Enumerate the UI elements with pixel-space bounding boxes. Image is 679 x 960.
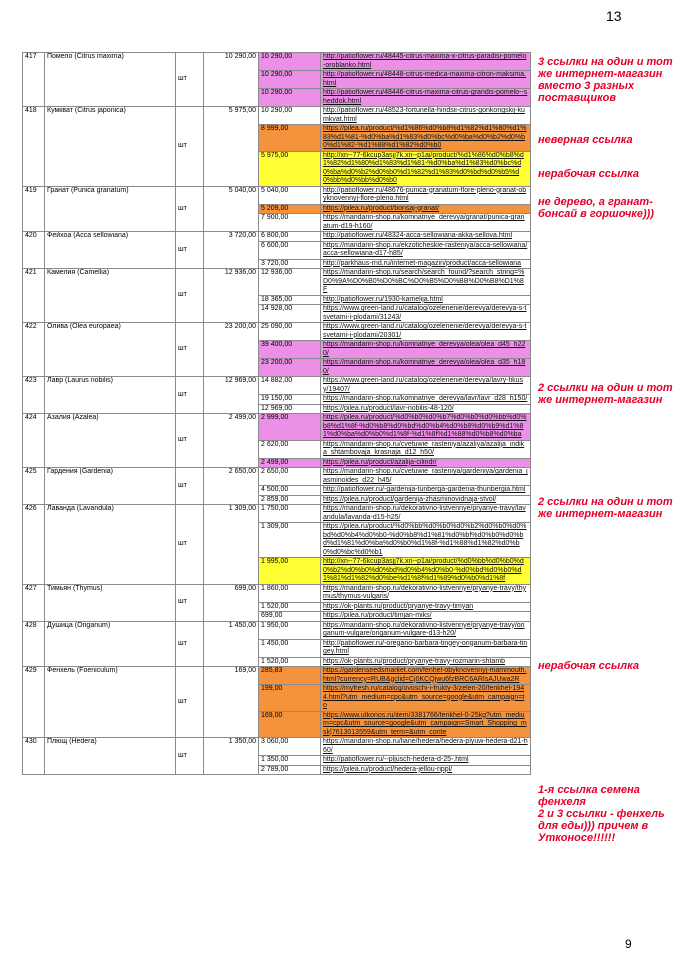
supplier-link[interactable]: https://pilea.ru/product/%d1%86%d0%b8%d1%82%d1%80%d1%83%d1%81-%d0%ba%d1%83%d0%bc%d0%ba%d0%b2%d0%b0%d1%82-%d1%88%d1%82%d0%b0 bbox=[321, 125, 531, 152]
note-417: 3 ссылки на один и тот же интернет-магазин вместо 3 разных поставщиков bbox=[538, 56, 673, 104]
supplier-link[interactable]: http://patioflower.ru/48676-punica-granatum-flore-pleno-granat-obyknovennyj-flore-pleno.html bbox=[321, 186, 531, 204]
supplier-price: 10 290,00 bbox=[259, 107, 321, 125]
supplier-price: 14 928,00 bbox=[259, 305, 321, 323]
item-unit: шт bbox=[176, 505, 204, 585]
supplier-link[interactable]: https://mandarin-shop.ru/dekorativno-listvennye/pryanye-travy/thymus/thymus-vulgaris/ bbox=[321, 584, 531, 602]
note-418-broken-link: нерабочая ссылка bbox=[538, 168, 639, 180]
page-number-top: 13 bbox=[606, 8, 622, 24]
supplier-link[interactable]: https://myfresh.ru/catalog/ovoschi-i-frukty-3/zelen-20/fenkhel-1944.html?utm_medium=cpc&utm_source=google&utm_campaign=to bbox=[321, 685, 531, 712]
supplier-price: 169,00 bbox=[259, 711, 321, 738]
item-number: 425 bbox=[23, 468, 45, 505]
supplier-price: 1 520,00 bbox=[259, 602, 321, 612]
item-min-price: 3 720,00 bbox=[204, 232, 259, 269]
supplier-price: 10 290,00 bbox=[259, 89, 321, 107]
item-name: Кумкват (Citrus japonica) bbox=[45, 107, 176, 187]
supplier-price: 1 450,00 bbox=[259, 639, 321, 657]
supplier-price: 1 995,00 bbox=[259, 558, 321, 585]
item-name: Фенхель (Foeniculum) bbox=[45, 667, 176, 738]
note-418-wrong-link: неверная ссылка bbox=[538, 134, 633, 146]
supplier-price: 6 800,00 bbox=[259, 232, 321, 242]
item-number: 421 bbox=[23, 269, 45, 323]
supplier-price: 5 040,00 bbox=[259, 186, 321, 204]
supplier-price: 1 950,00 bbox=[259, 621, 321, 639]
supplier-link[interactable]: https://mandarin-shop.ru/komnatnye_derevya/granat/punica-granatum-d19-h160/ bbox=[321, 214, 531, 232]
item-number: 424 bbox=[23, 414, 45, 468]
supplier-price: 1 860,00 bbox=[259, 584, 321, 602]
supplier-link[interactable]: https://mandarin-shop.ru/komnatnye_derevya/olea/olea_d45_h220/ bbox=[321, 341, 531, 359]
item-min-price: 12 936,00 bbox=[204, 269, 259, 323]
item-number: 423 bbox=[23, 377, 45, 414]
table-row bbox=[23, 323, 531, 341]
supplier-link[interactable]: http://xn--77-6kcup3asjj7k.xn--p1ai/product/%d0%bb%d0%b0%d0%b2%d0%b0%d0%bd%d0%b4%d0%b0-%d0%bd%d0%b0%d1%81%d1%82%d0%be%d1%8f%d1%89%d0%b0%d1%8f bbox=[321, 558, 531, 585]
supplier-price: 285,83 bbox=[259, 667, 321, 685]
supplier-price: 2 499,00 bbox=[259, 458, 321, 468]
supplier-link[interactable]: http://patioflower.ru/48324-acca-sellowiana-akka-sellova.html bbox=[321, 232, 531, 242]
note-422: 2 ссылки на один и тот же интернет-магазин bbox=[538, 382, 673, 406]
supplier-price: 3 720,00 bbox=[259, 259, 321, 269]
supplier-price: 5 209,00 bbox=[259, 204, 321, 214]
supplier-link[interactable]: https://mandarin-shop.ru/cvetuwie_rasteniya/gardeniya/gardenia_jasminoides_d22_h45/ bbox=[321, 468, 531, 486]
table-row bbox=[23, 738, 531, 756]
item-unit: шт bbox=[176, 377, 204, 414]
item-name: Лаванда (Lavandula) bbox=[45, 505, 176, 585]
supplier-link[interactable]: http://patioflower.ru/48448-citrus-medica-maxima-citron-maksima.html bbox=[321, 71, 531, 89]
item-min-price: 1 309,00 bbox=[204, 505, 259, 585]
supplier-link[interactable]: https://www.green-land.ru/catalog/ozelenenie/derevya/lavry-fikusy/19407/ bbox=[321, 377, 531, 395]
supplier-price: 4 500,00 bbox=[259, 486, 321, 496]
supplier-link[interactable]: https://pilea.ru/product/hedera-jellou-rippl/ bbox=[321, 765, 531, 775]
supplier-price: 2 789,00 bbox=[259, 765, 321, 775]
item-min-price: 1 350,00 bbox=[204, 738, 259, 775]
supplier-link[interactable]: https://ok-plants.ru/product/pryanye-travy-timyan bbox=[321, 602, 531, 612]
supplier-price: 2 999,00 bbox=[259, 414, 321, 441]
supplier-link[interactable]: https://www.green-land.ru/catalog/ozelenenie/derevya/derevya-s-tsvetami-i-plodami/20301/ bbox=[321, 323, 531, 341]
item-min-price: 23 200,00 bbox=[204, 323, 259, 377]
supplier-price: 3 060,00 bbox=[259, 738, 321, 756]
supplier-link[interactable]: https://pilea.ru/product/bonsaj-granat/ bbox=[321, 204, 531, 214]
item-name: Олива (Olea europaea) bbox=[45, 323, 176, 377]
supplier-link[interactable]: https://pilea.ru/product/gardenija-zhasminovidnaja-stvol/ bbox=[321, 495, 531, 505]
item-unit: шт bbox=[176, 621, 204, 667]
item-min-price: 699,00 bbox=[204, 584, 259, 621]
supplier-price: 39 400,00 bbox=[259, 341, 321, 359]
supplier-price: 6 600,00 bbox=[259, 241, 321, 259]
supplier-price: 5 975,00 bbox=[259, 151, 321, 186]
item-name: Фейхоа (Acca sellowiana) bbox=[45, 232, 176, 269]
item-unit: шт bbox=[176, 107, 204, 187]
supplier-price: 2 620,00 bbox=[259, 440, 321, 458]
supplier-link[interactable]: https://pilea.ru/product/timjan-miks/ bbox=[321, 612, 531, 622]
item-min-price: 5 975,00 bbox=[204, 107, 259, 187]
item-number: 430 bbox=[23, 738, 45, 775]
supplier-link[interactable]: https://pilea.ru/product/%d0%bb%d0%b0%d0%b2%d0%b0%d0%bd%d0%b4%d0%b0-%d0%b8%d1%81%d0%bf%d0%b0%d0%bd%d1%81%d0%ba%d0%b0%d1%8f-%d1%88%d1%82%d0%b0%d0%bc%d0%b1 bbox=[321, 523, 531, 558]
supplier-price: 10 290,00 bbox=[259, 53, 321, 71]
supplier-price: 1 520,00 bbox=[259, 657, 321, 667]
item-unit: шт bbox=[176, 53, 204, 107]
supplier-link[interactable]: https://pilea.ru/product/%d0%b0%d0%b7%d0%b0%d0%bb%d0%b8%d1%8f-%d0%b8%d0%bd%d0%b4%d0%b8%d0%b9%d1%81%d0%ba%d0%b0%d1%8f-%d1%8f%d1%88%d0%b8%d0%ba bbox=[321, 414, 531, 441]
supplier-link[interactable]: https://mandarin-shop.ru/search/search_found/?search_string=%D0%9A%D0%B0%D0%BC%D0%B5%D0%BB%D0%B8%D1%8F bbox=[321, 269, 531, 296]
item-min-price: 169,00 bbox=[204, 667, 259, 738]
supplier-price: 699,00 bbox=[259, 612, 321, 622]
item-name: Гардения (Gardenia) bbox=[45, 468, 176, 505]
item-number: 426 bbox=[23, 505, 45, 585]
supplier-link[interactable]: https://gardenseedsmarket.com/fenhel-obyknovennyj-mammouth.html?currency=RUB&gclid=Cj0KCQjwu6fzBRC6ARIsAJUwa2R bbox=[321, 667, 531, 685]
item-number: 429 bbox=[23, 667, 45, 738]
note-426-broken-link: нерабочая ссылка bbox=[538, 660, 639, 672]
supplier-price: 19 150,00 bbox=[259, 395, 321, 405]
supplier-link[interactable]: http://patioflower.ru/1930-kamelija.html bbox=[321, 295, 531, 305]
table-row bbox=[23, 232, 531, 242]
supplier-link[interactable]: https://www.utkonos.ru/item/3381766/fenkhel-0-25kg?utm_medium=cpc&utm_source=google&utm_campaign=Smart_Shopping_msk|7613013559&utm_term=&utm_conte bbox=[321, 711, 531, 738]
item-name: Плющ (Hedera) bbox=[45, 738, 176, 775]
supplier-price: 199,00 bbox=[259, 685, 321, 712]
item-number: 422 bbox=[23, 323, 45, 377]
supplier-link[interactable]: http://patioflower.ru/-gardenija-tunbergа-gardenia-thunbergia.html bbox=[321, 486, 531, 496]
note-429: 1-я ссылка семена фенхеля 2 и 3 ссылки - фенхель для еды))) причем в Утконосе!!!!!! bbox=[538, 784, 665, 844]
supplier-price: 10 290,00 bbox=[259, 71, 321, 89]
supplier-link[interactable]: https://mandarin-shop.ru/dekorativno-listvennye/pryanye-travy/origanum-vulgare/origanum-vulgare-d13-h20/ bbox=[321, 621, 531, 639]
supplier-link[interactable]: https://mandarin-shop.ru/komnatnye_derevya/olea/olea_d35_h180/ bbox=[321, 359, 531, 377]
supplier-link[interactable]: https://mandarin-shop.ru/dekorativno-listvennye/pryanye-travy/lavandula/lavanda-d15-h25/ bbox=[321, 505, 531, 523]
supplier-link[interactable]: https://mandarin-shop.ru/komnatnye_derevya/lavr/lavr_d28_h150/ bbox=[321, 395, 531, 405]
item-number: 420 bbox=[23, 232, 45, 269]
supplier-link[interactable]: https://mandarin-shop.ru/cvetuwie_rasteniya/azaliya/azalija_indika_shtambovaja_krasnaja_d12_h50/ bbox=[321, 440, 531, 458]
table-row bbox=[23, 186, 531, 204]
table-row bbox=[23, 107, 531, 125]
supplier-link[interactable]: https://mandarin-shop.ru/ekzoticheskie-rasteniya/acca-sellowiana/acca-sellowiana-d17-h85/ bbox=[321, 241, 531, 259]
supplier-link[interactable]: https://mandarin-shop.ru/liane/hedera/hedera-plyuw-hedera-d21-h60/ bbox=[321, 738, 531, 756]
item-name: Камелия (Camellia) bbox=[45, 269, 176, 323]
item-unit: шт bbox=[176, 738, 204, 775]
supplier-price: 8 999,00 bbox=[259, 125, 321, 152]
item-unit: шт bbox=[176, 232, 204, 269]
item-unit: шт bbox=[176, 468, 204, 505]
supplier-price: 2 859,00 bbox=[259, 495, 321, 505]
note-419: не дерево, а гранат-бонсай в горшочке))) bbox=[538, 196, 654, 220]
supplier-price: 14 882,00 bbox=[259, 377, 321, 395]
table-row bbox=[23, 505, 531, 523]
supplier-link[interactable]: http://parkhaus-rnd.ru/internet-magazin/product/acca-sellowiana bbox=[321, 259, 531, 269]
item-number: 427 bbox=[23, 584, 45, 621]
item-number: 417 bbox=[23, 53, 45, 107]
supplier-price: 1 350,00 bbox=[259, 756, 321, 766]
item-min-price: 10 290,00 bbox=[204, 53, 259, 107]
item-name: Азалия (Azalea) bbox=[45, 414, 176, 468]
table-row bbox=[23, 414, 531, 441]
note-424: 2 ссылки на один и тот же интернет-магазин bbox=[538, 496, 673, 520]
supplier-link[interactable]: http://patioflower.ru/--pljusch-hedera-d-25-.html bbox=[321, 756, 531, 766]
item-unit: шт bbox=[176, 584, 204, 621]
table-row bbox=[23, 667, 531, 685]
table-row bbox=[23, 468, 531, 486]
supplier-link[interactable]: https://ok-plants.ru/product/pryanye-travy-rozmarin-shtamb bbox=[321, 657, 531, 667]
supplier-price: 25 090,00 bbox=[259, 323, 321, 341]
table-row bbox=[23, 53, 531, 71]
supplier-price: 7 900,00 bbox=[259, 214, 321, 232]
supplier-link[interactable]: http://patioflower.ru/48523-fortunella-hindsii-citrus-gonkongskij-kumkvat.html bbox=[321, 107, 531, 125]
table-row bbox=[23, 377, 531, 395]
supplier-link[interactable]: http://xn--77-6kcup3asjj7k.xn--p1ai/product/%d1%86%d0%b8%d1%82%d1%80%d1%83%d1%81-%d0%ba%d1%83%d0%bc%d0%ba%d0%b2%d0%b0%d1%82%d1%83%d0%bd%d0%b5%d0%bb%d0%bb%d0%b0 bbox=[321, 151, 531, 186]
item-min-price: 2 650,00 bbox=[204, 468, 259, 505]
item-number: 418 bbox=[23, 107, 45, 187]
supplier-price: 12 969,00 bbox=[259, 404, 321, 414]
item-number: 428 bbox=[23, 621, 45, 667]
item-name: Гранат (Punica granatum) bbox=[45, 186, 176, 232]
item-number: 419 bbox=[23, 186, 45, 232]
item-unit: шт bbox=[176, 269, 204, 323]
page-number-bottom: 9 bbox=[625, 937, 632, 951]
item-unit: шт bbox=[176, 414, 204, 468]
supplier-link[interactable]: http://patioflower.ru/48445-citrus-maxima-x-citrus-paradisi-pomelo-oroblanko.html bbox=[321, 53, 531, 71]
table-row bbox=[23, 621, 531, 639]
supplier-price: 2 650,00 bbox=[259, 468, 321, 486]
supplier-link[interactable]: https://pilea.ru/product/lavr-nobilis-48-120/ bbox=[321, 404, 531, 414]
item-name: Помело (Citrus maxima) bbox=[45, 53, 176, 107]
item-min-price: 5 040,00 bbox=[204, 186, 259, 232]
supplier-price: 1 750,00 bbox=[259, 505, 321, 523]
item-min-price: 12 969,00 bbox=[204, 377, 259, 414]
table-row bbox=[23, 584, 531, 602]
item-unit: шт bbox=[176, 667, 204, 738]
supplier-link[interactable]: http://patioflower.ru/48446-citrus-maxima-citrus-grandis-pomelo--sheddok.html bbox=[321, 89, 531, 107]
item-min-price: 1 450,00 bbox=[204, 621, 259, 667]
item-unit: шт bbox=[176, 186, 204, 232]
item-name: Душица (Origanum) bbox=[45, 621, 176, 667]
table-row bbox=[23, 269, 531, 296]
item-name: Тимьян (Thymus) bbox=[45, 584, 176, 621]
supplier-price: 1 309,00 bbox=[259, 523, 321, 558]
supplier-link[interactable]: https://pilea.ru/product/azalija-cilindr/ bbox=[321, 458, 531, 468]
price-table bbox=[22, 52, 531, 775]
supplier-link[interactable]: https://www.green-land.ru/catalog/ozelenenie/derevya/derevya-s-tsvetami-i-plodami/31243/ bbox=[321, 305, 531, 323]
item-unit: шт bbox=[176, 323, 204, 377]
item-name: Лавр (Laurus nobilis) bbox=[45, 377, 176, 414]
supplier-price: 12 936,00 bbox=[259, 269, 321, 296]
supplier-price: 18 365,00 bbox=[259, 295, 321, 305]
supplier-link[interactable]: http://patioflower.ru/-oregano-barbara-tingey-origanum-barbara-tingey.html bbox=[321, 639, 531, 657]
item-min-price: 2 499,00 bbox=[204, 414, 259, 468]
supplier-price: 23 200,00 bbox=[259, 359, 321, 377]
